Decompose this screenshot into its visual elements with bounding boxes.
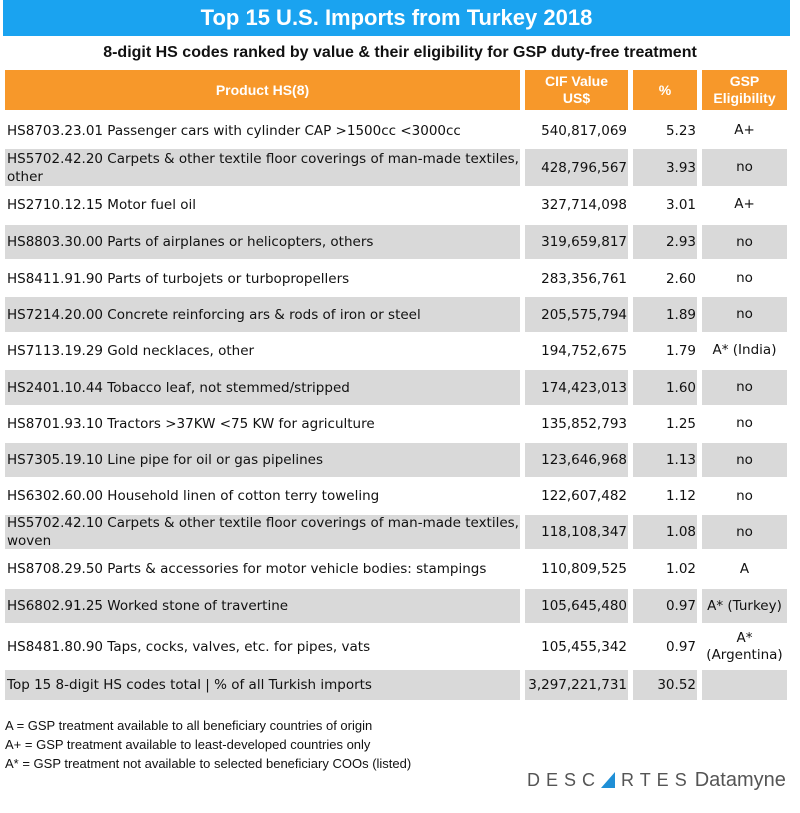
table-row: [0, 225, 800, 259]
percent-cell: 1.60: [633, 370, 697, 405]
percent-cell: 0.97: [633, 589, 697, 623]
header-cif-line1: CIF Value: [544, 73, 609, 89]
percent-cell: 1.08: [633, 515, 697, 549]
gsp-eligibility-cell: A* (Argentina): [706, 629, 783, 663]
table-row: [0, 406, 800, 441]
gsp-eligibility-cell: no: [736, 270, 753, 286]
table-row: [0, 370, 800, 405]
header-cif-value: [525, 70, 628, 110]
percent-cell: 2.93: [633, 225, 697, 259]
product-cell: HS8708.29.50 Parts & accessories for motor vehicle bodies: stampings: [7, 561, 487, 577]
cif-value-cell: 327,714,098: [541, 196, 627, 213]
product-cell: HS2401.10.44 Tobacco leaf, not stemmed/stripped: [5, 370, 520, 405]
gsp-eligibility-cell: no: [702, 370, 787, 405]
table-row: [0, 479, 800, 513]
percent-cell: 2.60: [665, 270, 696, 287]
product-cell: HS8481.80.90 Taps, cocks, valves, etc. for pipes, vats: [7, 638, 371, 655]
table-row: [0, 149, 800, 186]
table-row: [0, 625, 800, 668]
table-row: [0, 297, 800, 332]
page-title: Top 15 U.S. Imports from Turkey 2018: [3, 0, 790, 36]
gsp-eligibility-cell: A+: [734, 122, 755, 138]
gsp-eligibility-cell: no: [702, 297, 787, 332]
cif-value-cell: 105,645,480: [525, 589, 628, 623]
logo-product: Datamyne: [694, 768, 786, 791]
percent-cell: 1.79: [665, 342, 696, 359]
table-row: [0, 551, 800, 587]
legend-item-a-star: A* = GSP treatment not available to selected beneficiary COOs (listed): [5, 756, 412, 771]
header-product: Product HS(8): [5, 70, 520, 110]
percent-cell: 1.12: [665, 488, 696, 504]
logo-wordmark: [527, 770, 693, 791]
product-cell: HS2710.12.15 Motor fuel oil: [7, 196, 197, 213]
legend-item-a: A = GSP treatment available to all beneficiary countries of origin: [5, 718, 373, 733]
gsp-eligibility-cell: no: [702, 225, 787, 259]
percent-cell: 1.89: [633, 297, 697, 332]
logo-triangle-icon: [601, 772, 615, 788]
descartes-datamyne-logo: [527, 766, 786, 794]
gsp-eligibility-cell: A* (India): [712, 342, 777, 358]
product-cell: HS5702.42.10 Carpets & other textile floor coverings of man-made textiles, woven: [7, 515, 519, 549]
table-row: [0, 261, 800, 296]
cif-value-cell: 3,297,221,731: [525, 670, 628, 700]
header-gsp-eligibility: [702, 70, 787, 110]
cif-value-cell: 123,646,968: [525, 443, 628, 477]
gsp-eligibility-cell: no: [702, 515, 787, 549]
logo-brand-left: DESC: [527, 769, 602, 790]
percent-cell: 0.97: [665, 638, 696, 655]
product-cell: HS8411.91.90 Parts of turbojets or turbopropellers: [7, 270, 350, 287]
percent-cell: 3.01: [665, 196, 696, 213]
gsp-eligibility-cell: A* (Turkey): [702, 589, 787, 623]
product-cell: HS8703.23.01 Passenger cars with cylinder CAP >1500cc <3000cc: [7, 122, 461, 139]
cif-value-cell: 122,607,482: [541, 488, 627, 504]
product-cell: HS7305.19.10 Line pipe for oil or gas pipelines: [5, 443, 520, 477]
page-subtitle: 8-digit HS codes ranked by value & their eligibility for GSP duty-free treatment: [103, 44, 697, 61]
product-cell: HS6802.91.25 Worked stone of travertine: [5, 589, 520, 623]
table-row: [0, 113, 800, 148]
header-gsp-line2: Eligibility: [713, 90, 776, 106]
cif-value-cell: 540,817,069: [541, 122, 627, 139]
table-row: [0, 589, 800, 623]
table-row: [0, 187, 800, 222]
legend: [5, 716, 411, 773]
product-cell: HS5702.42.20 Carpets & other textile floor coverings of man-made textiles, other: [7, 150, 519, 185]
cif-value-cell: 205,575,794: [525, 297, 628, 332]
percent-cell: 1.13: [633, 443, 697, 477]
product-cell: Top 15 8-digit HS codes total | % of all Turkish imports: [5, 670, 520, 700]
gsp-eligibility-cell: no: [736, 487, 753, 504]
percent-cell: 5.23: [665, 122, 696, 139]
gsp-eligibility-cell: no: [702, 443, 787, 477]
percent-cell: 1.25: [665, 415, 696, 432]
total-row: [0, 670, 800, 700]
gsp-eligibility-cell: [702, 670, 787, 700]
cif-value-cell: 118,108,347: [525, 515, 628, 549]
product-cell: HS8803.30.00 Parts of airplanes or helicopters, others: [5, 225, 520, 259]
cif-value-cell: 428,796,567: [525, 149, 628, 186]
header-cif-line2: US$: [562, 90, 591, 106]
product-cell: HS8701.93.10 Tractors >37KW <75 KW for agriculture: [7, 415, 375, 432]
product-cell: HS7113.19.29 Gold necklaces, other: [7, 342, 255, 359]
product-cell: HS7214.20.00 Concrete reinforcing ars & rods of iron or steel: [5, 297, 520, 332]
header-gsp-line1: GSP: [729, 73, 760, 89]
gsp-eligibility-cell: A+: [734, 196, 755, 212]
cif-value-cell: 194,752,675: [541, 342, 627, 359]
gsp-eligibility-cell: no: [702, 149, 787, 186]
table-row: [0, 333, 800, 368]
legend-item-a-plus: A+ = GSP treatment available to least-developed countries only: [5, 737, 371, 752]
percent-cell: 1.02: [665, 561, 696, 577]
cif-value-cell: 135,852,793: [541, 415, 627, 432]
header-percent: %: [633, 70, 697, 110]
product-cell: HS6302.60.00 Household linen of cotton terry toweling: [7, 488, 380, 504]
cif-value-cell: 110,809,525: [541, 561, 627, 577]
cif-value-cell: 174,423,013: [525, 370, 628, 405]
cif-value-cell: 319,659,817: [525, 225, 628, 259]
percent-cell: 3.93: [633, 149, 697, 186]
table-row: [0, 515, 800, 549]
table-row: [0, 443, 800, 477]
percent-cell: 30.52: [633, 670, 697, 700]
cif-value-cell: 283,356,761: [541, 270, 627, 287]
gsp-eligibility-cell: A: [739, 560, 750, 577]
cif-value-cell: 105,455,342: [541, 638, 627, 655]
gsp-eligibility-cell: no: [736, 415, 753, 431]
logo-brand-right: RTES: [621, 769, 693, 790]
